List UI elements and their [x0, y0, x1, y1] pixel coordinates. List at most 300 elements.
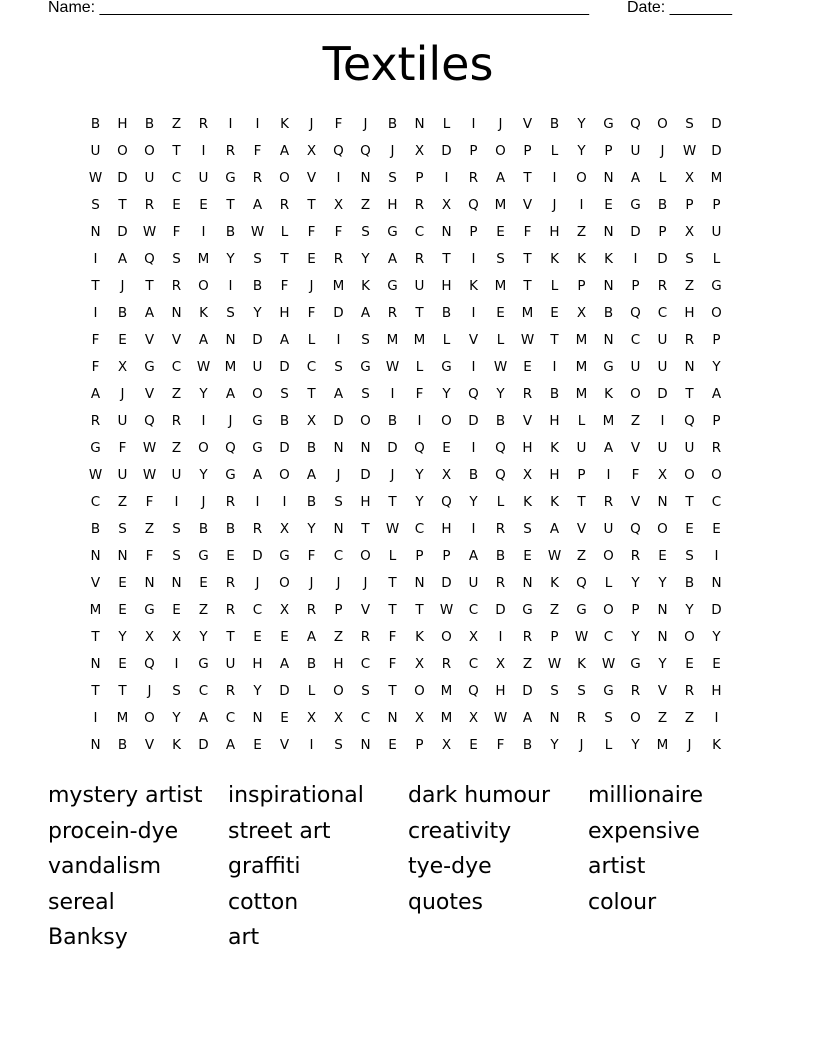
grid-letter: M: [413, 332, 426, 348]
grid-letter: Y: [658, 656, 667, 672]
grid-row: [82, 273, 730, 300]
grid-letter: P: [577, 467, 586, 483]
grid-letter: V: [171, 332, 182, 348]
grid-letter: W: [196, 359, 211, 375]
grid-letter: R: [414, 197, 425, 213]
grid-letter: C: [171, 170, 182, 186]
grid-letter: L: [415, 359, 424, 375]
grid-letter: F: [118, 440, 127, 456]
grid-letter: P: [712, 413, 721, 429]
grid-row: [82, 300, 730, 327]
grid-letter: N: [549, 710, 560, 726]
grid-letter: E: [685, 656, 694, 672]
grid-letter: E: [550, 305, 559, 321]
word-list-item: expensive: [588, 818, 700, 844]
grid-letter: O: [198, 278, 209, 294]
grid-letter: R: [441, 656, 452, 672]
grid-letter: I: [201, 143, 206, 159]
grid-letter: D: [711, 116, 722, 132]
grid-letter: C: [171, 359, 182, 375]
grid-letter: Z: [144, 521, 155, 537]
grid-letter: T: [442, 251, 451, 267]
grid-letter: F: [334, 224, 343, 240]
grid-letter: A: [225, 386, 236, 402]
grid-letter: B: [468, 467, 479, 483]
word-list-item: vandalism: [48, 854, 162, 880]
grid-letter: Z: [333, 629, 344, 645]
grid-row: [82, 219, 730, 246]
grid-letter: S: [361, 224, 370, 240]
grid-letter: X: [333, 710, 344, 726]
page-title: Textiles: [322, 37, 494, 91]
grid-letter: N: [657, 494, 668, 510]
grid-letter: N: [90, 224, 101, 240]
grid-letter: M: [656, 737, 669, 753]
grid-letter: T: [91, 629, 100, 645]
grid-letter: D: [387, 440, 398, 456]
grid-letter: J: [309, 575, 314, 591]
grid-letter: R: [252, 170, 263, 186]
grid-letter: A: [279, 656, 290, 672]
grid-letter: E: [118, 602, 127, 618]
grid-letter: Y: [226, 251, 235, 267]
grid-letter: H: [360, 494, 371, 510]
grid-letter: S: [685, 116, 694, 132]
grid-letter: R: [522, 629, 533, 645]
grid-letter: R: [306, 602, 317, 618]
grid-letter: T: [91, 683, 100, 699]
grid-letter: R: [657, 278, 668, 294]
grid-letter: R: [252, 521, 263, 537]
grid-letter: P: [685, 197, 694, 213]
grid-letter: I: [336, 170, 341, 186]
grid-letter: N: [144, 575, 155, 591]
grid-letter: E: [199, 197, 208, 213]
grid-letter: W: [250, 224, 265, 240]
grid-letter: O: [279, 575, 290, 591]
grid-letter: I: [633, 251, 638, 267]
grid-letter: W: [142, 467, 157, 483]
grid-letter: R: [576, 710, 587, 726]
grid-letter: Y: [631, 737, 640, 753]
word-list-item: dark humour: [408, 783, 550, 808]
grid-letter: U: [657, 359, 668, 375]
grid-letter: R: [360, 629, 371, 645]
grid-letter: B: [252, 278, 263, 294]
grid-letter: W: [493, 710, 508, 726]
grid-letter: I: [471, 305, 476, 321]
grid-letter: Q: [495, 440, 506, 456]
grid-letter: O: [279, 467, 290, 483]
grid-letter: Q: [630, 116, 641, 132]
grid-letter: D: [468, 413, 479, 429]
grid-letter: D: [117, 224, 128, 240]
grid-letter: I: [255, 116, 260, 132]
grid-letter: P: [334, 602, 343, 618]
grid-letter: O: [279, 170, 290, 186]
grid-letter: G: [198, 548, 209, 564]
grid-letter: K: [550, 251, 559, 267]
grid-letter: W: [385, 521, 400, 537]
grid-letter: O: [603, 548, 614, 564]
grid-letter: A: [198, 332, 209, 348]
grid-letter: V: [279, 737, 290, 753]
grid-letter: N: [360, 440, 371, 456]
grid-letter: O: [198, 440, 209, 456]
grid-letter: A: [333, 386, 344, 402]
grid-letter: S: [685, 548, 694, 564]
grid-letter: O: [360, 548, 371, 564]
grid-letter: N: [171, 575, 182, 591]
grid-letter: Y: [442, 386, 451, 402]
grid-letter: G: [603, 683, 614, 699]
grid-letter: Y: [253, 683, 262, 699]
grid-letter: G: [360, 359, 371, 375]
grid-letter: G: [630, 656, 641, 672]
grid-letter: G: [225, 170, 236, 186]
grid-letter: V: [90, 575, 101, 591]
grid-letter: S: [91, 197, 100, 213]
grid-letter: I: [552, 170, 557, 186]
grid-letter: I: [309, 737, 314, 753]
grid-row: [82, 354, 730, 381]
grid-letter: R: [495, 575, 506, 591]
grid-letter: G: [522, 602, 533, 618]
word-list-item: millionaire: [588, 783, 703, 808]
grid-letter: S: [172, 251, 181, 267]
grid-letter: E: [172, 197, 181, 213]
grid-letter: Q: [414, 440, 425, 456]
grid-letter: J: [120, 386, 125, 402]
grid-letter: X: [684, 170, 695, 186]
grid-row: [82, 381, 730, 408]
grid-letter: J: [687, 737, 692, 753]
grid-letter: C: [225, 710, 236, 726]
grid-letter: X: [441, 197, 452, 213]
grid-letter: V: [360, 602, 371, 618]
grid-letter: G: [441, 359, 452, 375]
grid-letter: R: [684, 683, 695, 699]
grid-letter: P: [415, 170, 424, 186]
grid-letter: M: [494, 278, 507, 294]
word-list-item: street art: [228, 818, 331, 844]
grid-letter: W: [385, 359, 400, 375]
grid-letter: L: [550, 278, 559, 294]
grid-letter: O: [630, 710, 641, 726]
grid-letter: G: [387, 278, 398, 294]
grid-letter: Y: [199, 467, 208, 483]
grid-letter: Y: [199, 386, 208, 402]
grid-letter: W: [601, 656, 616, 672]
grid-letter: U: [144, 170, 155, 186]
grid-letter: R: [90, 413, 101, 429]
grid-letter: G: [198, 656, 209, 672]
grid-letter: G: [387, 224, 398, 240]
grid-letter: I: [471, 251, 476, 267]
grid-letter: B: [90, 521, 101, 537]
grid-row: [82, 705, 730, 732]
grid-letter: S: [172, 521, 181, 537]
grid-letter: W: [88, 467, 103, 483]
grid-letter: B: [657, 197, 668, 213]
grid-letter: R: [522, 386, 533, 402]
grid-letter: U: [225, 656, 236, 672]
grid-letter: K: [523, 494, 532, 510]
grid-letter: P: [712, 332, 721, 348]
word-list: [48, 778, 768, 956]
grid-letter: V: [522, 197, 533, 213]
grid-letter: X: [306, 710, 317, 726]
grid-letter: D: [117, 170, 128, 186]
grid-letter: M: [386, 332, 399, 348]
grid-letter: T: [550, 332, 559, 348]
grid-letter: J: [552, 197, 557, 213]
grid-letter: F: [631, 467, 640, 483]
grid-letter: L: [280, 224, 289, 240]
grid-letter: J: [228, 413, 233, 429]
grid-letter: M: [521, 305, 534, 321]
grid-letter: S: [523, 521, 532, 537]
grid-letter: I: [471, 359, 476, 375]
grid-letter: K: [550, 440, 559, 456]
grid-letter: E: [199, 575, 208, 591]
grid-letter: Q: [441, 494, 452, 510]
grid-letter: R: [603, 494, 614, 510]
grid-letter: Q: [360, 143, 371, 159]
grid-letter: E: [172, 602, 181, 618]
grid-letter: Q: [495, 467, 506, 483]
grid-letter: I: [714, 710, 719, 726]
grid-letter: C: [468, 656, 479, 672]
grid-letter: T: [226, 629, 235, 645]
grid-letter: E: [469, 737, 478, 753]
grid-row: [82, 732, 730, 759]
grid-letter: Z: [549, 602, 560, 618]
grid-letter: X: [522, 467, 533, 483]
grid-row: [82, 462, 730, 489]
grid-letter: R: [711, 440, 722, 456]
grid-letter: T: [415, 602, 424, 618]
grid-letter: N: [225, 332, 236, 348]
grid-letter: G: [90, 440, 101, 456]
grid-letter: M: [575, 386, 588, 402]
grid-letter: K: [361, 278, 370, 294]
grid-letter: Y: [118, 629, 127, 645]
grid-letter: D: [711, 602, 722, 618]
grid-row: [82, 435, 730, 462]
grid-letter: X: [144, 629, 155, 645]
grid-letter: E: [307, 251, 316, 267]
grid-letter: T: [388, 494, 397, 510]
grid-letter: N: [414, 116, 425, 132]
grid-letter: C: [630, 332, 641, 348]
grid-letter: H: [711, 683, 722, 699]
grid-letter: R: [225, 683, 236, 699]
grid-letter: M: [332, 278, 345, 294]
grid-letter: A: [360, 305, 371, 321]
grid-letter: H: [252, 656, 263, 672]
grid-letter: M: [710, 170, 723, 186]
grid-letter: V: [144, 737, 155, 753]
grid-letter: M: [440, 683, 453, 699]
grid-letter: X: [117, 359, 128, 375]
grid-letter: O: [144, 710, 155, 726]
grid-letter: C: [252, 602, 263, 618]
grid-letter: S: [280, 386, 289, 402]
grid-letter: F: [496, 737, 505, 753]
grid-letter: C: [306, 359, 317, 375]
grid-letter: A: [117, 251, 128, 267]
grid-letter: X: [279, 602, 290, 618]
grid-letter: G: [144, 359, 155, 375]
grid-letter: Y: [199, 629, 208, 645]
grid-letter: T: [685, 494, 694, 510]
grid-letter: S: [388, 170, 397, 186]
grid-letter: O: [630, 386, 641, 402]
grid-letter: U: [90, 143, 101, 159]
grid-letter: X: [414, 143, 425, 159]
grid-letter: N: [684, 359, 695, 375]
grid-letter: I: [579, 197, 584, 213]
grid-letter: B: [225, 521, 236, 537]
grid-letter: G: [603, 359, 614, 375]
grid-letter: X: [333, 197, 344, 213]
grid-letter: R: [630, 683, 641, 699]
grid-letter: G: [225, 467, 236, 483]
grid-letter: W: [574, 629, 589, 645]
grid-letter: M: [440, 710, 453, 726]
grid-letter: L: [658, 170, 667, 186]
grid-letter: J: [363, 575, 368, 591]
grid-letter: H: [549, 467, 560, 483]
grid-letter: S: [172, 683, 181, 699]
word-list-item: procein-dye: [48, 818, 179, 844]
grid-letter: E: [253, 737, 262, 753]
grid-letter: P: [415, 548, 424, 564]
word-list-item: Banksy: [48, 925, 128, 951]
grid-letter: N: [333, 521, 344, 537]
grid-letter: Z: [657, 710, 668, 726]
grid-letter: I: [417, 413, 422, 429]
grid-letter: O: [441, 413, 452, 429]
grid-letter: O: [684, 467, 695, 483]
grid-letter: I: [282, 494, 287, 510]
grid-letter: I: [201, 224, 206, 240]
grid-letter: M: [116, 710, 129, 726]
grid-letter: E: [118, 332, 127, 348]
grid-letter: S: [361, 683, 370, 699]
grid-letter: Z: [576, 548, 587, 564]
grid-letter: F: [172, 224, 181, 240]
grid-letter: E: [118, 575, 127, 591]
grid-letter: I: [606, 467, 611, 483]
grid-letter: H: [441, 278, 452, 294]
grid-letter: M: [494, 197, 507, 213]
grid-letter: O: [117, 143, 128, 159]
grid-letter: R: [225, 494, 236, 510]
grid-letter: B: [306, 494, 317, 510]
grid-letter: N: [603, 170, 614, 186]
name-field-label: Name: _______________________________________________________: [48, 0, 589, 16]
grid-letter: T: [145, 278, 154, 294]
grid-letter: H: [684, 305, 695, 321]
grid-letter: R: [225, 143, 236, 159]
grid-letter: B: [90, 116, 101, 132]
grid-letter: C: [90, 494, 101, 510]
grid-letter: A: [522, 710, 533, 726]
grid-letter: F: [523, 224, 532, 240]
grid-letter: T: [118, 197, 127, 213]
grid-letter: T: [226, 197, 235, 213]
grid-letter: U: [630, 143, 641, 159]
grid-letter: Q: [468, 683, 479, 699]
grid-letter: R: [198, 116, 209, 132]
grid-letter: G: [279, 548, 290, 564]
grid-letter: U: [603, 521, 614, 537]
grid-letter: Y: [712, 629, 721, 645]
grid-letter: O: [711, 467, 722, 483]
grid-letter: N: [711, 575, 722, 591]
grid-letter: B: [603, 305, 614, 321]
grid-letter: X: [414, 656, 425, 672]
grid-letter: D: [360, 467, 371, 483]
grid-letter: W: [547, 548, 562, 564]
grid-letter: N: [657, 602, 668, 618]
grid-letter: S: [334, 359, 343, 375]
grid-letter: Q: [684, 413, 695, 429]
grid-letter: Q: [630, 521, 641, 537]
grid-letter: H: [279, 305, 290, 321]
grid-letter: T: [523, 278, 532, 294]
grid-letter: P: [604, 143, 613, 159]
grid-letter: R: [387, 305, 398, 321]
grid-letter: X: [279, 521, 290, 537]
grid-letter: S: [334, 737, 343, 753]
grid-letter: O: [252, 386, 263, 402]
grid-letter: M: [224, 359, 237, 375]
grid-letter: H: [441, 521, 452, 537]
grid-letter: C: [657, 305, 668, 321]
grid-letter: S: [118, 521, 127, 537]
grid-letter: R: [333, 251, 344, 267]
grid-letter: L: [307, 683, 316, 699]
grid-letter: B: [306, 656, 317, 672]
grid-letter: I: [93, 251, 98, 267]
grid-letter: P: [523, 143, 532, 159]
grid-letter: I: [201, 413, 206, 429]
grid-letter: Y: [577, 143, 586, 159]
grid-letter: H: [549, 224, 560, 240]
grid-row: [82, 516, 730, 543]
grid-row: [82, 192, 730, 219]
grid-letter: I: [93, 305, 98, 321]
grid-letter: J: [660, 143, 665, 159]
grid-letter: O: [360, 413, 371, 429]
grid-letter: B: [117, 737, 128, 753]
grid-letter: P: [469, 143, 478, 159]
word-list-item: creativity: [408, 818, 512, 844]
grid-letter: N: [333, 440, 344, 456]
grid-letter: O: [603, 602, 614, 618]
grid-letter: D: [495, 602, 506, 618]
grid-letter: V: [144, 386, 155, 402]
grid-letter: S: [226, 305, 235, 321]
grid-letter: I: [228, 116, 233, 132]
grid-letter: L: [496, 494, 505, 510]
grid-letter: K: [415, 629, 424, 645]
grid-letter: E: [442, 440, 451, 456]
grid-letter: D: [279, 440, 290, 456]
